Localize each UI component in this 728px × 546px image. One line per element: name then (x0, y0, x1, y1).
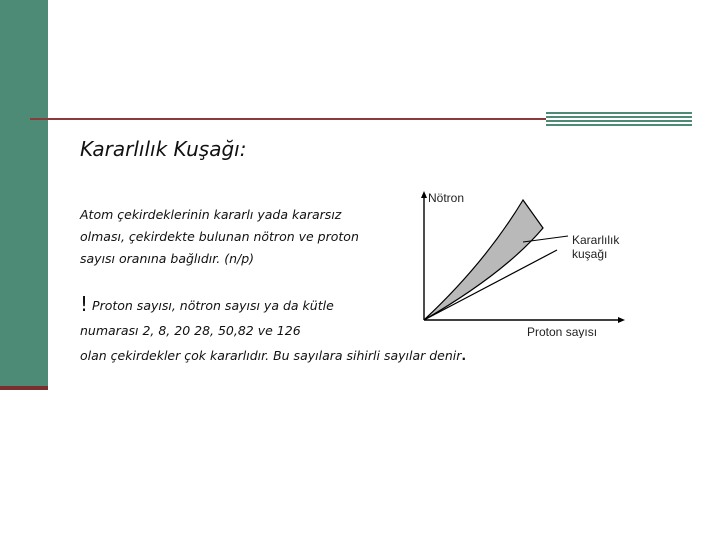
slide-title: Kararlılık Kuşağı: (80, 137, 247, 161)
sidebar-accent-bar (0, 0, 48, 390)
intro-line-2: olması, çekirdekte bulunan nötron ve proton (80, 229, 359, 244)
header-rule-decoration (546, 112, 692, 126)
intro-paragraph (80, 204, 359, 270)
x-axis-label: Proton sayısı (527, 325, 598, 338)
x-axis-arrow-icon (618, 317, 625, 323)
note-line-1-text: Proton sayısı, nötron sayısı ya da kütle (92, 298, 334, 313)
intro-line-1: Atom çekirdeklerinin kararlı yada kararsız (80, 207, 342, 222)
y-axis-arrow-icon (421, 191, 427, 198)
stability-band (424, 200, 543, 320)
y-axis-label: Nötron (428, 191, 465, 205)
note-line-2: numarası 2, 8, 20 28, 50,82 ve 126 (80, 323, 301, 338)
note-line-3 (80, 343, 466, 368)
exclamation-mark: ! (80, 292, 89, 316)
note-line-3-text: olan çekirdekler çok kararlıdır. Bu sayılara sihirli sayılar denir (80, 348, 462, 363)
stability-band-diagram (405, 188, 630, 338)
note-line-3-period: . (461, 348, 467, 363)
band-label-line-1: Kararlılık (572, 233, 620, 247)
sidebar-accent-edge (0, 386, 48, 390)
intro-line-3: sayısı oranına bağlıdır. (n/p) (80, 251, 255, 266)
band-label-line-2: kuşağı (572, 247, 608, 261)
